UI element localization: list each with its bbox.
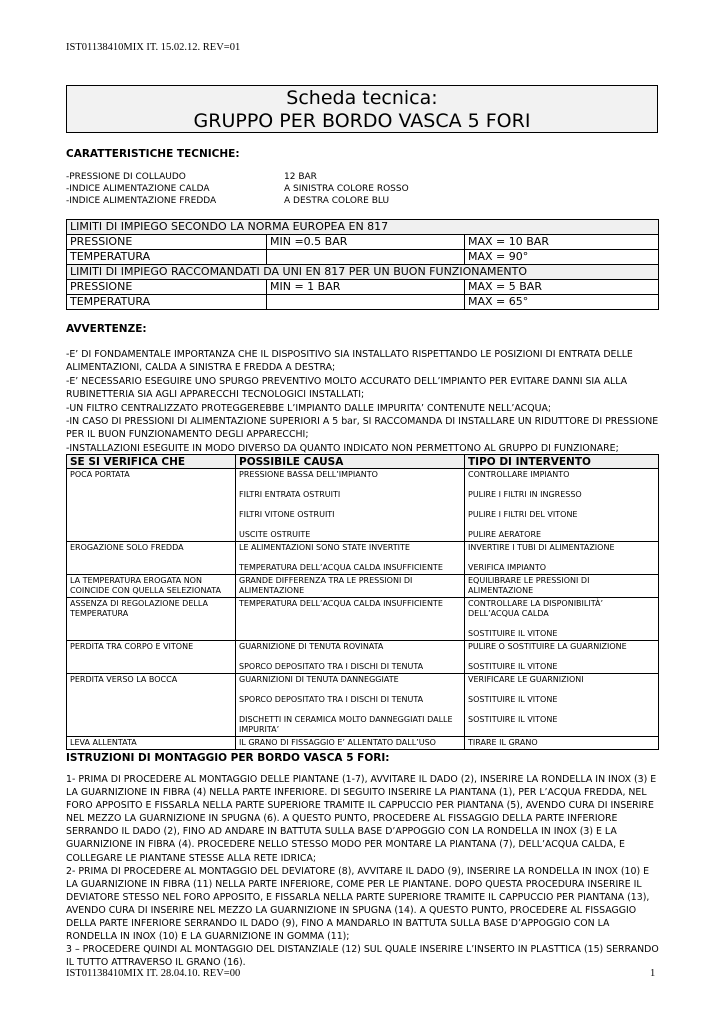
limits-max: MAX = 65° xyxy=(465,295,659,310)
column-header-action: TIPO DI INTERVENTO xyxy=(465,455,659,469)
action-text: PULIRE AERATORE xyxy=(468,530,542,539)
limits-min: MIN =0.5 BAR xyxy=(267,235,465,250)
cause-text: GUARNIZIONE DI TENUTA ROVINATA xyxy=(239,642,384,651)
spec-value: 12 BAR xyxy=(284,172,317,182)
problem-cell xyxy=(67,469,236,542)
problem-text: LA TEMPERATURA EROGATA NON COINCIDE CON QUELLA SELEZIONATA xyxy=(70,576,222,595)
action-text: CONTROLLARE IMPIANTO xyxy=(468,470,570,479)
limits-min: MIN = 1 BAR xyxy=(267,280,465,295)
warnings-heading: AVVERTENZE: xyxy=(66,323,147,335)
limits-param: PRESSIONE xyxy=(67,235,267,250)
cause-text: FILTRI ENTRATA OSTRUITI xyxy=(239,490,341,499)
limits-min xyxy=(267,295,465,310)
limits-min xyxy=(267,250,465,265)
column-header-problem: SE SI VERIFICA CHE xyxy=(67,455,236,469)
column-header-cause: POSSIBILE CAUSA xyxy=(236,455,465,469)
action-text: SOSTITUIRE IL VITONE xyxy=(468,629,558,638)
limits-max: MAX = 10 BAR xyxy=(465,235,659,250)
cause-text: IL GRANO DI FISSAGGIO E’ ALLENTATO DALL’USO xyxy=(239,738,436,747)
warning-item: -E’ DI FONDAMENTALE IMPORTANZA CHE IL DISPOSITIVO SIA INSTALLATO RISPETTANDO LE POSIZIONI DI ENTRATA DELLE ALIMENTAZIONI, CALDA A SINISTRA E FREDDA A DESTRA; xyxy=(66,349,633,374)
cause-cell xyxy=(236,542,465,575)
cause-text: GRANDE DIFFERENZA TRA LE PRESSIONI DI ALIMENTAZIONE xyxy=(239,576,413,595)
cause-cell xyxy=(236,641,465,674)
action-text: CONTROLLARE LA DISPONIBILITÀ’ DELL’ACQUA CALDA xyxy=(468,599,603,618)
action-cell xyxy=(465,737,659,750)
action-text: SOSTITUIRE IL VITONE xyxy=(468,695,558,704)
table-row xyxy=(67,674,659,737)
spec-row xyxy=(66,195,409,207)
limits-rec-title: LIMITI DI IMPIEGO RACCOMANDATI DA UNI EN 817 PER UN BUON FUNZIONAMENTO xyxy=(67,265,659,280)
instruction-paragraph: 2- PRIMA DI PROCEDERE AL MONTAGGIO DEL DEVIATORE (8), AVVITARE IL DADO (9), INSERIRE LA RONDELLA IN INOX (10) E LA GUARNIZIONE IN FIBRA (11) NELLA PARTE INFERIORE, COME PER LE PIANTANE. DOPO QUESTA PROCEDURA INSERIRE IL DEVIATORE STESSO NEL FORO APPOSITO, E FISSARLA NELLA PARTE SUPERIORE TRAMITE IL CAPPUCCIO PER PIANTANA (13), AVENDO CURA DI INSERIRE NEL MEZZO LA GUARNIZIONE IN SPUGNA (14). A QUESTO PUNTO, PROCEDERE AL FISSAGGIO DELLA PARTE INFERIORE SERRANDO IL DADO (9), FINO A MANDARLO IN BATTUTA SULLA BASE D’APPOGGIO CON LA RONDELLA IN INOX (10) E LA GUARNIZIONE IN GOMMA (11); xyxy=(66,865,650,943)
spec-row xyxy=(66,183,409,195)
warning-item: -UN FILTRO CENTRALIZZATO PROTEGGEREBBE L’IMPIANTO DALLE IMPURITA’ CONTENUTE NELL’ACQUA; xyxy=(66,402,552,414)
table-row xyxy=(67,542,659,575)
table-row xyxy=(67,575,659,598)
document-code-footer: IST01138410MIX IT. 28.04.10. REV=00 xyxy=(66,968,241,979)
table-row xyxy=(67,641,659,674)
cause-cell xyxy=(236,598,465,641)
limits-rec-title-row xyxy=(67,265,659,280)
cause-cell xyxy=(236,737,465,750)
specs-list xyxy=(66,171,409,207)
table-row xyxy=(67,469,659,542)
action-cell xyxy=(465,674,659,737)
action-text: SOSTITUIRE IL VITONE xyxy=(468,715,558,724)
limits-max: MAX = 90° xyxy=(465,250,659,265)
action-text: PULIRE I FILTRI IN INGRESSO xyxy=(468,490,582,499)
action-text: PULIRE I FILTRI DEL VITONE xyxy=(468,510,578,519)
warning-item: -INSTALLAZIONI ESEGUITE IN MODO DIVERSO DA QUANTO INDICATO NON PERMETTONO AL GRUPPO DI FUNZIONARE; xyxy=(66,442,619,454)
instructions-body xyxy=(66,773,660,969)
spec-label: -PRESSIONE DI COLLAUDO xyxy=(66,172,186,182)
limits-norm-title-row xyxy=(67,220,659,235)
document-code-header: IST01138410MIX IT. 15.02.12. REV=01 xyxy=(66,42,241,53)
action-text: PULIRE O SOSTITUIRE LA GUARNIZIONE xyxy=(468,642,627,651)
cause-text: FILTRI VITONE OSTRUITI xyxy=(239,510,335,519)
action-text: SOSTITUIRE IL VITONE xyxy=(468,662,558,671)
title-line-1: Scheda tecnica: xyxy=(286,87,438,109)
action-cell xyxy=(465,469,659,542)
spec-label: -INDICE ALIMENTAZIONE FREDDA xyxy=(66,196,217,206)
action-text: VERIFICA IMPIANTO xyxy=(468,563,547,572)
problem-cell xyxy=(67,575,236,598)
action-text: INVERTIRE I TUBI DI ALIMENTAZIONE xyxy=(468,543,615,552)
spec-value: A SINISTRA COLORE ROSSO xyxy=(284,184,409,194)
table-row xyxy=(67,737,659,750)
limits-table xyxy=(66,219,659,310)
cause-text: LE ALIMENTAZIONI SONO STATE INVERTITE xyxy=(239,543,410,552)
problem-text: PERDITA VERSO LA BOCCA xyxy=(70,675,178,684)
problem-text: ASSENZA DI REGOLAZIONE DELLA TEMPERATURA xyxy=(70,599,208,618)
problem-cell xyxy=(67,737,236,750)
spec-value: A DESTRA COLORE BLU xyxy=(284,196,390,206)
page-number: 1 xyxy=(650,968,656,979)
instructions-heading: ISTRUZIONI DI MONTAGGIO PER BORDO VASCA 5 FORI: xyxy=(66,752,390,764)
title-box xyxy=(66,85,658,133)
problem-text: POCA PORTATA xyxy=(70,470,130,479)
cause-text: GUARNIZIONI DI TENUTA DANNEGGIATE xyxy=(239,675,399,684)
instruction-paragraph: 3 – PROCEDERE QUINDI AL MONTAGGIO DEL DISTANZIALE (12) SUL QUALE INSERIRE L’INSERTO IN PLASTTICA (15) SERRANDO IL TUTTO ATTRAVERSO IL GRANO (16). xyxy=(66,944,659,969)
instruction-paragraph: 1- PRIMA DI PROCEDERE AL MONTAGGIO DELLE PIANTANE (1-7), AVVITARE IL DADO (2), INSERIRE LA RONDELLA IN INOX (3) E LA GUARNIZIONE IN FIBRA (4) NELLA PARTE INFERIORE. DI SEGUITO INSERIRE LA PIANTANA (1), PER L’ACQUA FREDDA, NEL FORO APPOSITO E FISSARLA NELLA PARTE SUPERIORE TRAMITE IL CAPPUCCIO PER PIANTANA (5), AVENDO CURA DI INSERIRE NEL MEZZO LA GUARNIZIONE IN SPUGNA (6). A QUESTO PUNTO, PROCEDERE AL FISSAGGIO DELLA PARTE INFERIORE SERRANDO IL DADO (2), FINO AD ANDARE IN BATTUTA SULLA BASE D’APPOGGIO CON LA RONDELLA IN INOX (3) E LA GUARNIZIONE IN FIBRA (4). PROCEDERE NELLO STESSO MODO PER MONTARE LA PIANTANA (7), DELL’ACQUA CALDA, E COLLEGARE LE PIANTANE STESSE ALLA RETE IDRICA; xyxy=(66,774,657,864)
limits-row xyxy=(67,235,659,250)
title-line-2: GRUPPO PER BORDO VASCA 5 FORI xyxy=(193,110,531,132)
action-cell xyxy=(465,542,659,575)
problem-cell xyxy=(67,542,236,575)
cause-text: TEMPERATURA DELL’ACQUA CALDA INSUFFICIENTE xyxy=(239,599,443,608)
troubleshooting-table xyxy=(66,454,659,750)
problem-text: EROGAZIONE SOLO FREDDA xyxy=(70,543,184,552)
cause-text: PRESSIONE BASSA DELL’IMPIANTO xyxy=(239,470,378,479)
spec-label: -INDICE ALIMENTAZIONE CALDA xyxy=(66,184,210,194)
cause-cell xyxy=(236,575,465,598)
limits-param: TEMPERATURA xyxy=(67,295,267,310)
troubleshooting-header-row xyxy=(67,455,659,469)
cause-cell xyxy=(236,674,465,737)
problem-text: LEVA ALLENTATA xyxy=(70,738,137,747)
limits-param: PRESSIONE xyxy=(67,280,267,295)
action-cell xyxy=(465,575,659,598)
table-row xyxy=(67,598,659,641)
problem-cell xyxy=(67,641,236,674)
cause-text: DISCHETTI IN CERAMICA MOLTO DANNEGGIATI DALLE IMPURITA’ xyxy=(239,715,453,734)
action-text: TIRARE IL GRANO xyxy=(468,738,538,747)
cause-cell xyxy=(236,469,465,542)
limits-param: TEMPERATURA xyxy=(67,250,267,265)
problem-cell xyxy=(67,598,236,641)
warning-item: -IN CASO DI PRESSIONI DI ALIMENTAZIONE SUPERIORI A 5 bar, SI RACCOMANDA DI INSTALLARE UN RIDUTTORE DI PRESSIONE PER IL BUON FUNZIONAMENTO DEGLI APPARECCHI; xyxy=(66,416,659,441)
warnings-list xyxy=(66,348,660,455)
cause-text: SPORCO DEPOSITATO TRA I DISCHI DI TENUTA xyxy=(239,695,424,704)
specs-heading: CARATTERISTICHE TECNICHE: xyxy=(66,148,240,160)
warning-item: -E’ NECESSARIO ESEGUIRE UNO SPURGO PREVENTIVO MOLTO ACCURATO DELL’IMPIANTO PER EVITARE DANNI SIA ALLA RUBINETTERIA SIA AGLI APPARECCHI TECNOLOGICI INSTALLATI; xyxy=(66,375,628,401)
limits-max: MAX = 5 BAR xyxy=(465,280,659,295)
limits-norm-title: LIMITI DI IMPIEGO SECONDO LA NORMA EUROPEA EN 817 xyxy=(67,220,659,235)
limits-row xyxy=(67,250,659,265)
cause-text: SPORCO DEPOSITATO TRA I DISCHI DI TENUTA xyxy=(239,662,424,671)
action-cell xyxy=(465,598,659,641)
action-text: EQUILIBRARE LE PRESSIONI DI ALIMENTAZIONE xyxy=(468,576,590,595)
problem-cell xyxy=(67,674,236,737)
spec-row xyxy=(66,171,409,183)
action-cell xyxy=(465,641,659,674)
action-text: VERIFICARE LE GUARNIZIONI xyxy=(468,675,584,684)
limits-row xyxy=(67,280,659,295)
limits-row xyxy=(67,295,659,310)
problem-text: PERDITA TRA CORPO E VITONE xyxy=(70,642,194,651)
cause-text: TEMPERATURA DELL’ACQUA CALDA INSUFFICIENTE xyxy=(239,563,443,572)
cause-text: USCITE OSTRUITE xyxy=(239,530,311,539)
